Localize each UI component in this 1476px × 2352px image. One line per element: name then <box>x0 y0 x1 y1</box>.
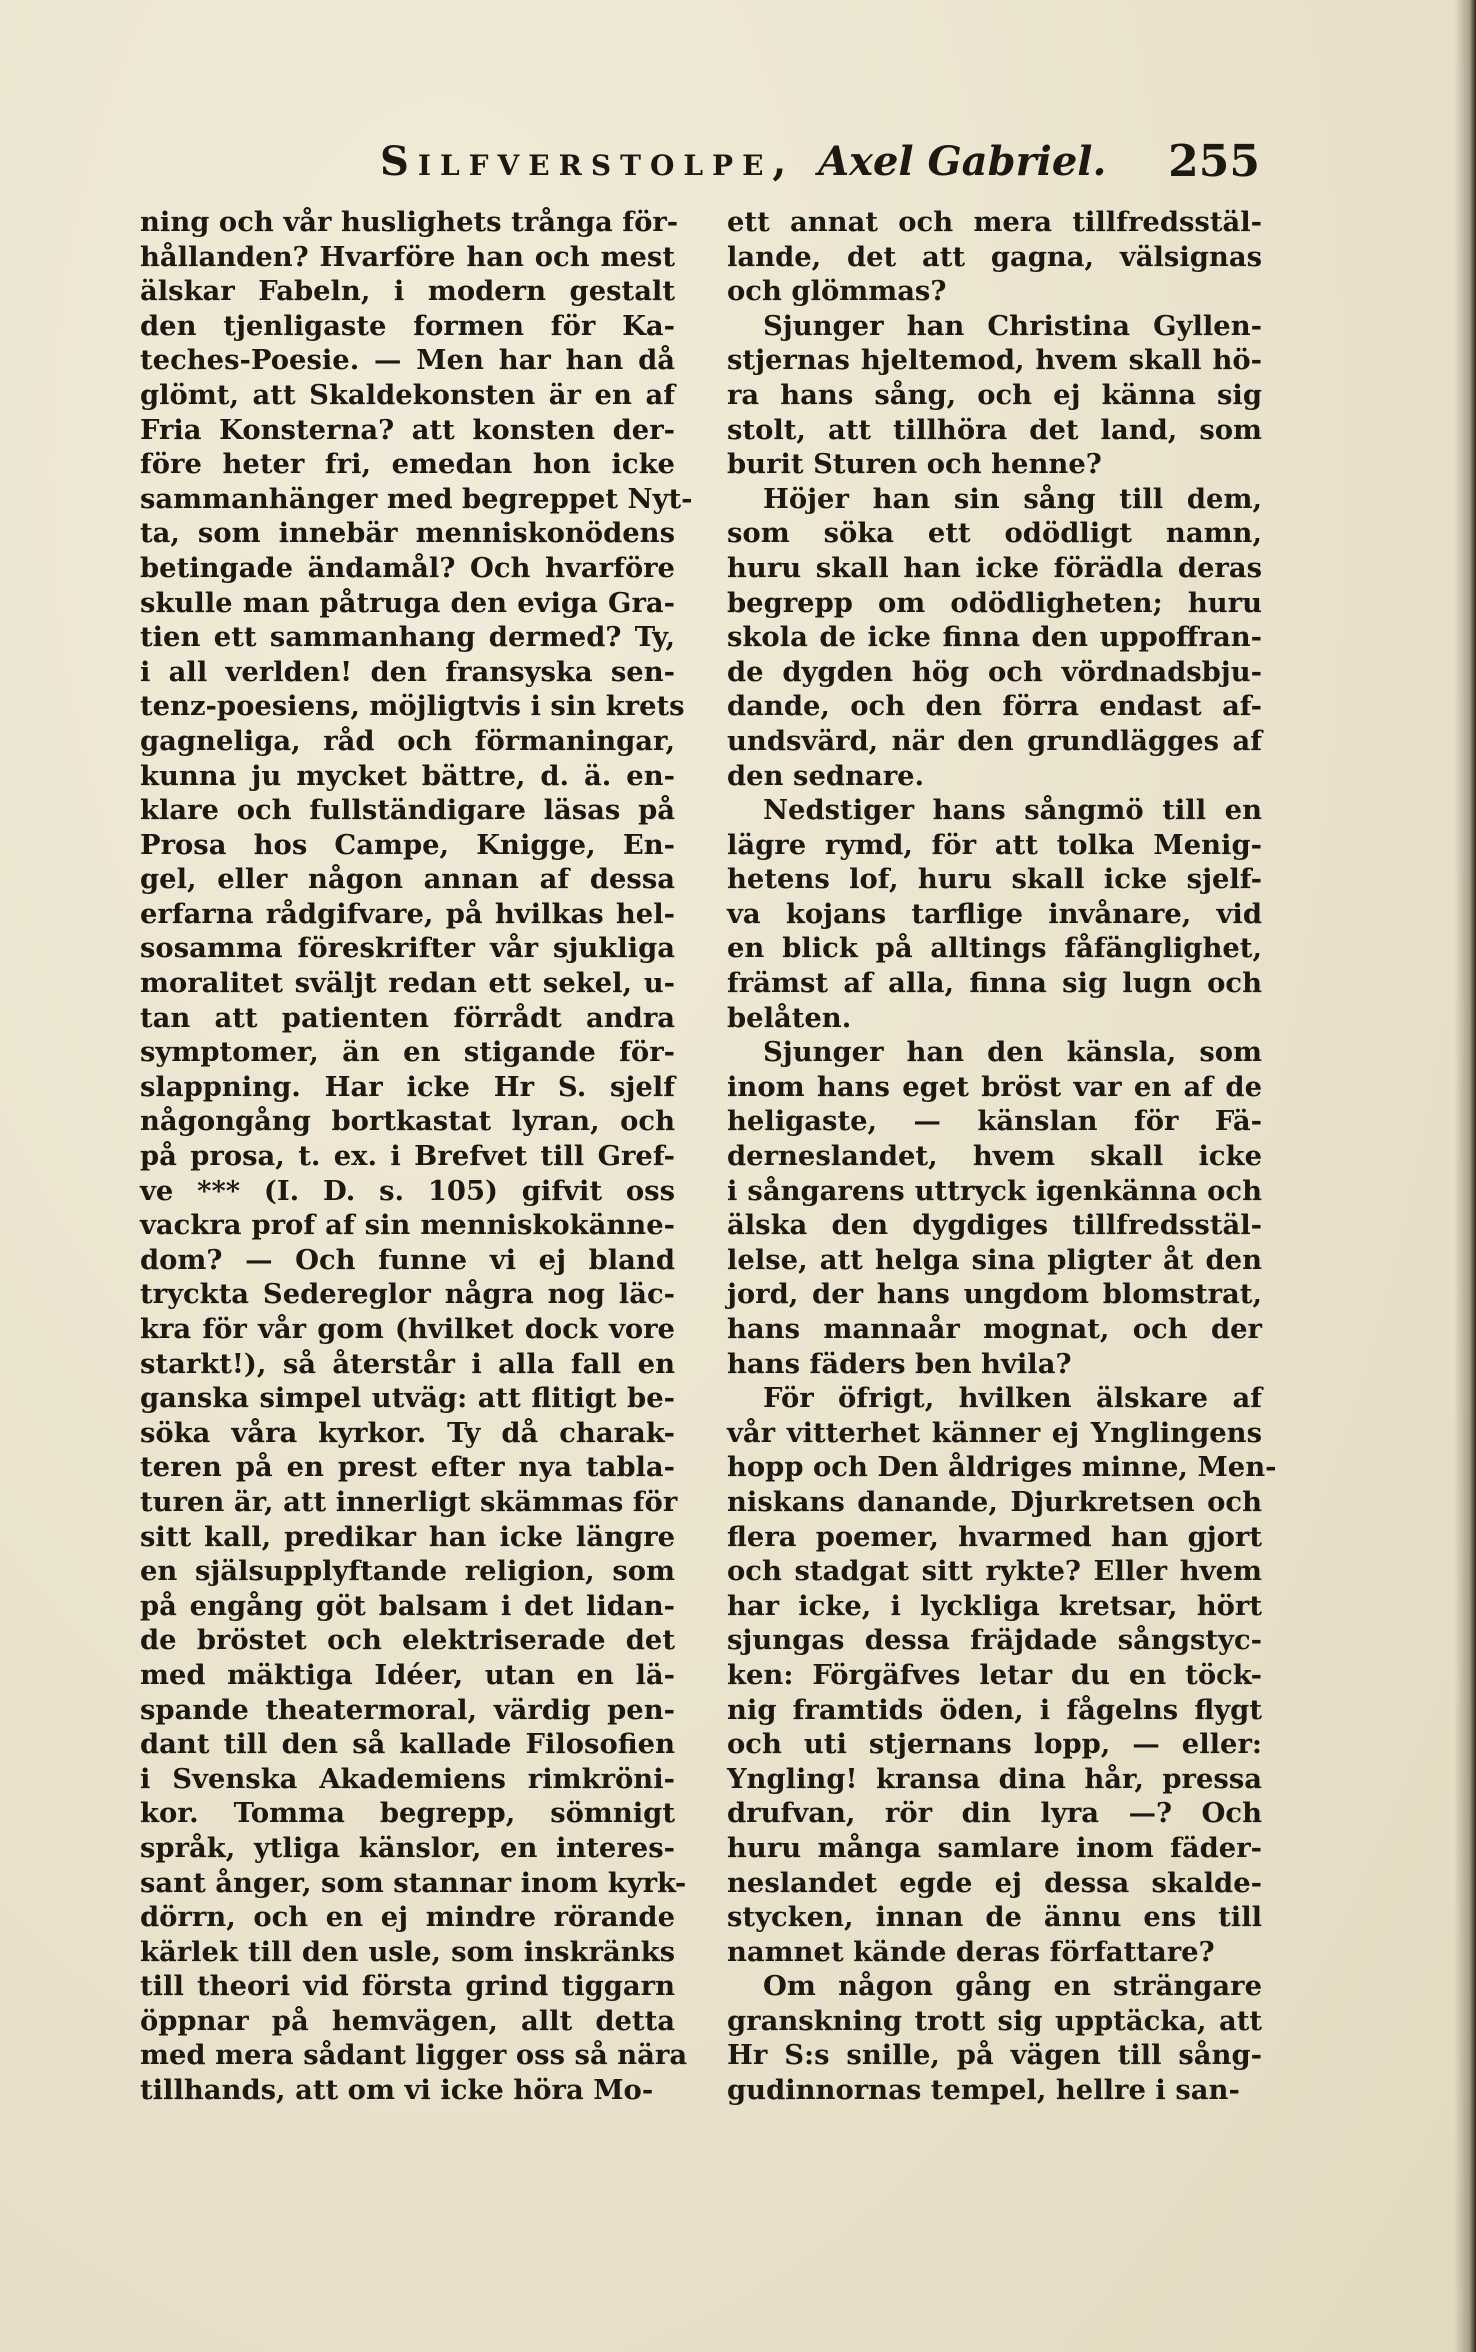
text-line: drufvan, rör din lyra —? Och <box>727 1797 1262 1830</box>
text-line: jord, der hans ungdom blomstrat, <box>727 1278 1262 1311</box>
text-line: dörrn, och en ej mindre rörande <box>140 1901 675 1934</box>
text-line: gagneliga, råd och förmaningar, <box>140 724 675 757</box>
text-line: främst af alla, finna sig lugn och <box>727 967 1262 1000</box>
page-number: 255 <box>1168 136 1260 187</box>
text-line: kra för vår gom (hvilket dock vore <box>140 1313 675 1345</box>
text-line: spande theatermoral, värdig pen- <box>140 1693 675 1726</box>
text-line: huru skall han icke förädla deras <box>727 551 1262 584</box>
text-line: heligaste, — känslan för Fä- <box>727 1105 1262 1138</box>
text-line: öppnar på hemvägen, allt detta <box>140 2004 675 2037</box>
text-line: lande, det att gagna, välsignas <box>727 240 1262 273</box>
text-line: dande, och den förra endast af- <box>727 690 1262 723</box>
text-line: älskar Fabeln, i modern gestalt <box>140 275 675 308</box>
text-line: sosamma föreskrifter vår sjukliga <box>140 932 675 965</box>
text-line: hållanden? Hvarföre han och mest <box>140 240 675 273</box>
text-line: moralitet sväljt redan ett sekel, u- <box>140 967 675 1000</box>
running-header <box>380 132 1260 192</box>
text-line: en själsupplyftande religion, som <box>140 1555 675 1588</box>
page-spine-shadow <box>1454 0 1476 2352</box>
text-line: vår vitterhet känner ej Ynglingens <box>727 1416 1262 1449</box>
text-line: gudinnornas tempel, hellre i san- <box>727 2074 1240 2107</box>
text-line: Sjunger han den känsla, som <box>763 1036 1262 1069</box>
text-line: Prosa hos Campe, Knigge, En- <box>140 828 675 861</box>
text-line: klare och fullständigare läsas på <box>140 794 675 827</box>
text-line: den sednare. <box>727 759 925 792</box>
right-text-column <box>727 205 1277 2108</box>
text-line: de dygden hög och vördnadsbju- <box>727 655 1262 688</box>
text-line: sant ånger, som stannar inom kyrk- <box>140 1866 687 1899</box>
text-line: älska den dygdiges tillfredsstäl- <box>727 1209 1262 1242</box>
text-line: tenz-poesiens, möjligtvis i sin krets <box>140 690 685 723</box>
text-line: på engång göt balsam i det lidan- <box>140 1589 675 1622</box>
text-line: ganska simpel utväg: att flitigt be- <box>140 1382 675 1415</box>
text-line: symptomer, än en stigande för- <box>140 1036 675 1069</box>
text-line: va kojans tarflige invånare, vid <box>727 897 1262 930</box>
text-line: flera poemer, hvarmed han gjort <box>727 1520 1262 1553</box>
text-line: stjernas hjeltemod, hvem skall hö- <box>727 344 1262 377</box>
text-line: teches-Poesie. — Men har han då <box>140 344 675 377</box>
text-line: burit Sturen och henne? <box>727 448 1102 481</box>
text-line: med mäktiga Idéer, utan en lä- <box>140 1658 675 1691</box>
text-line: stolt, att tillhöra det land, som <box>727 413 1262 446</box>
text-line: skulle man påtruga den eviga Gra- <box>140 586 675 619</box>
text-line: starkt!), så återstår i alla fall en <box>140 1347 675 1380</box>
text-line: granskning trott sig upptäcka, att <box>727 2004 1262 2037</box>
text-line: den tjenligaste formen för Ka- <box>140 309 675 342</box>
text-line: Om någon gång en strängare <box>763 1970 1262 2003</box>
text-line: lägre rymd, för att tolka Menig- <box>727 828 1262 861</box>
text-line: ken: Förgäfves letar du en töck- <box>727 1658 1262 1691</box>
text-line: före heter fri, emedan hon icke <box>140 448 675 481</box>
text-line: turen är, att innerligt skämmas för <box>140 1485 678 1518</box>
text-line: stycken, innan de ännu ens till <box>727 1901 1262 1934</box>
text-line: till theori vid första grind tiggarn <box>140 1970 675 2003</box>
text-line: Hr S:s snille, på vägen till sång- <box>727 2039 1262 2072</box>
text-line: slappning. Har icke Hr S. sjelf <box>140 1070 675 1103</box>
text-line: Fria Konsterna? att konsten der- <box>140 413 675 446</box>
text-line: som söka ett odödligt namn, <box>727 517 1262 550</box>
text-line: belåten. <box>727 1001 852 1034</box>
text-line: neslandet egde ej dessa skalde- <box>727 1866 1262 1899</box>
text-line: i sångarens uttryck igenkänna och <box>727 1174 1262 1207</box>
text-line: För öfrigt, hvilken älskare af <box>763 1382 1262 1415</box>
text-line: tillhands, att om vi icke höra Mo- <box>140 2074 654 2107</box>
text-line: hans mannaår mognat, och der <box>727 1313 1262 1345</box>
text-line: och uti stjernans lopp, — eller: <box>727 1728 1262 1761</box>
text-line: Höjer han sin sång till dem, <box>763 482 1262 515</box>
running-given-names: Axel Gabriel. <box>818 138 1107 185</box>
text-line: sjungas dessa fräjdade sångstyc- <box>727 1624 1262 1657</box>
text-line: derneslandet, hvem skall icke <box>727 1140 1262 1173</box>
text-line: de bröstet och elektriserade det <box>140 1624 675 1657</box>
text-line: begrepp om odödligheten; huru <box>727 586 1262 619</box>
text-line: vackra prof af sin menniskokänne- <box>140 1209 675 1242</box>
running-title: Silfverstolpe, <box>380 138 796 185</box>
text-line: dom? — Och funne vi ej bland <box>140 1243 675 1276</box>
text-line: inom hans eget bröst var en af de <box>727 1070 1262 1103</box>
text-line: gel, eller någon annan af dessa <box>140 863 675 896</box>
text-line: dant till den så kallade Filosofien <box>140 1728 675 1761</box>
text-line: sammanhänger med begreppet Nyt- <box>140 482 693 515</box>
text-line: och stadgat sitt rykte? Eller hvem <box>727 1555 1262 1588</box>
text-line: hetens lof, huru skall icke sjelf- <box>727 863 1262 896</box>
text-line: nig framtids öden, i fågelns flygt <box>727 1693 1262 1726</box>
text-line: har icke, i lyckliga kretsar, hört <box>727 1589 1262 1622</box>
text-line: ett annat och mera tillfredsstäl- <box>727 206 1262 238</box>
text-line: kärlek till den usle, som inskränks <box>140 1935 675 1968</box>
text-line: Sjunger han Christina Gyllen- <box>763 309 1262 342</box>
text-line: betingade ändamål? Och hvarföre <box>140 551 675 584</box>
text-line: undsvärd, när den grundlägges af <box>727 724 1262 757</box>
text-line: i all verlden! den fransyska sen- <box>140 655 675 688</box>
text-line: en blick på alltings fåfänglighet, <box>727 932 1262 965</box>
text-line: Nedstiger hans sångmö till en <box>763 794 1262 827</box>
text-line: niskans danande, Djurkretsen och <box>727 1485 1262 1518</box>
text-line: Yngling! kransa dina hår, pressa <box>727 1762 1262 1795</box>
text-line: kunna ju mycket bättre, d. ä. en- <box>140 759 675 792</box>
text-line: tan att patienten förrådt andra <box>140 1001 675 1034</box>
text-line: tien ett sammanhang dermed? Ty, <box>140 621 675 654</box>
text-line: sitt kall, predikar han icke längre <box>140 1520 675 1553</box>
text-line: ning och vår huslighets trånga för- <box>140 206 679 238</box>
text-line: ra hans sång, och ej känna sig <box>727 378 1262 411</box>
text-line: glömt, att Skaldekonsten är en af <box>140 378 675 411</box>
text-line: tryckta Sedereglor några nog läc- <box>140 1278 675 1311</box>
text-line: någongång bortkastat lyran, och <box>140 1105 675 1138</box>
text-line: ta, som innebär menniskonödens <box>140 517 675 550</box>
text-line: hans fäders ben hvila? <box>727 1347 1072 1380</box>
text-line: och glömmas? <box>727 275 947 308</box>
text-line: i Svenska Akademiens rimkröni- <box>140 1762 675 1795</box>
text-line: hopp och Den åldriges minne, Men- <box>727 1451 1277 1484</box>
text-line: på prosa, t. ex. i Brefvet till Gref- <box>140 1140 675 1173</box>
text-line: med mera sådant ligger oss så nära <box>140 2039 688 2072</box>
text-line: skola de icke finna den uppoffran- <box>727 621 1262 654</box>
text-line: teren på en prest efter nya tabla- <box>140 1451 675 1484</box>
text-line: söka våra kyrkor. Ty då charak- <box>140 1416 675 1449</box>
text-line: kor. Tomma begrepp, sömnigt <box>140 1797 675 1830</box>
text-line: huru många samlare inom fäder- <box>727 1831 1262 1864</box>
text-line: språk, ytliga känslor, en interes- <box>140 1831 675 1864</box>
text-line: erfarna rådgifvare, på hvilkas hel- <box>140 897 675 930</box>
left-text-column <box>140 205 693 2108</box>
text-line: namnet kände deras författare? <box>727 1935 1215 1968</box>
text-line: ve *** (I. D. s. 105) gifvit oss <box>140 1174 675 1207</box>
text-line: lelse, att helga sina pligter åt den <box>727 1243 1262 1276</box>
